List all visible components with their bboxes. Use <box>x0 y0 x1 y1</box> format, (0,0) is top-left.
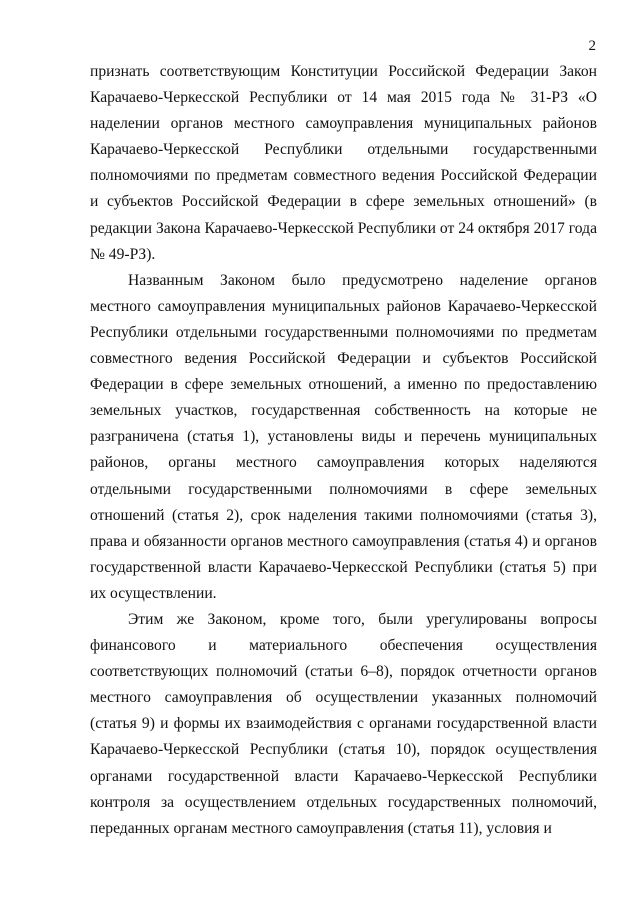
paragraph-law-provisions: Названным Законом было предусмотрено наделение органов местного самоуправления муниципальных районов Карачаево-Черкесской Республики отдельными государственными полномочиями по предметам совместного ведения Российской Федерации и субъектов Российской Федерации в сфере земельных отношений, а именно по предоставлению земельных участков, государственная собственность на которые не разграничена (статья 1), установлены виды и перечень муниципальных районов, органы местного самоуправления которых наделяются отдельными государственными полномочиями в сфере земельных отношений (статья 2), срок наделения такими полномочиями (статья 3), права и обязанности органов местного самоуправления (статья 4) и органов государственной власти Карачаево-Черкесской Республики (статья 5) при их осуществлении. <box>90 271 597 602</box>
document-body <box>90 59 597 842</box>
paragraph-continuation: признать соответствующим Конституции Российской Федерации Закон Карачаево-Черкесской Республики от 14 мая 2015 года № 31-РЗ «О наделении органов местного самоуправления муниципальных районов Карачаево-Черкесской Республики отдельными государственными полномочиями по предметам совместного ведения Российской Федерации и субъектов Российской Федерации в сфере земельных отношений» (в редакции Закона Карачаево-Черкесской Республики от 24 октября 2017 года № 49-РЗ). <box>90 63 597 263</box>
page-number: 2 <box>588 38 596 54</box>
paragraph-law-regulation: Этим же Законом, кроме того, были урегулированы вопросы финансового и материального обеспечения осуществления соответствующих полномочий (статьи 6–8), порядок отчетности органов местного самоуправления об осуществлении указанных полномочий (статья 9) и формы их взаимодействия с органами государственной власти Карачаево-Черкесской Республики (статья 10), порядок осуществления органами государственной власти Карачаево-Черкесской Республики контроля за осуществлением отдельных государственных полномочий, переданных органам местного самоуправления (статья 11), условия и <box>90 610 597 837</box>
